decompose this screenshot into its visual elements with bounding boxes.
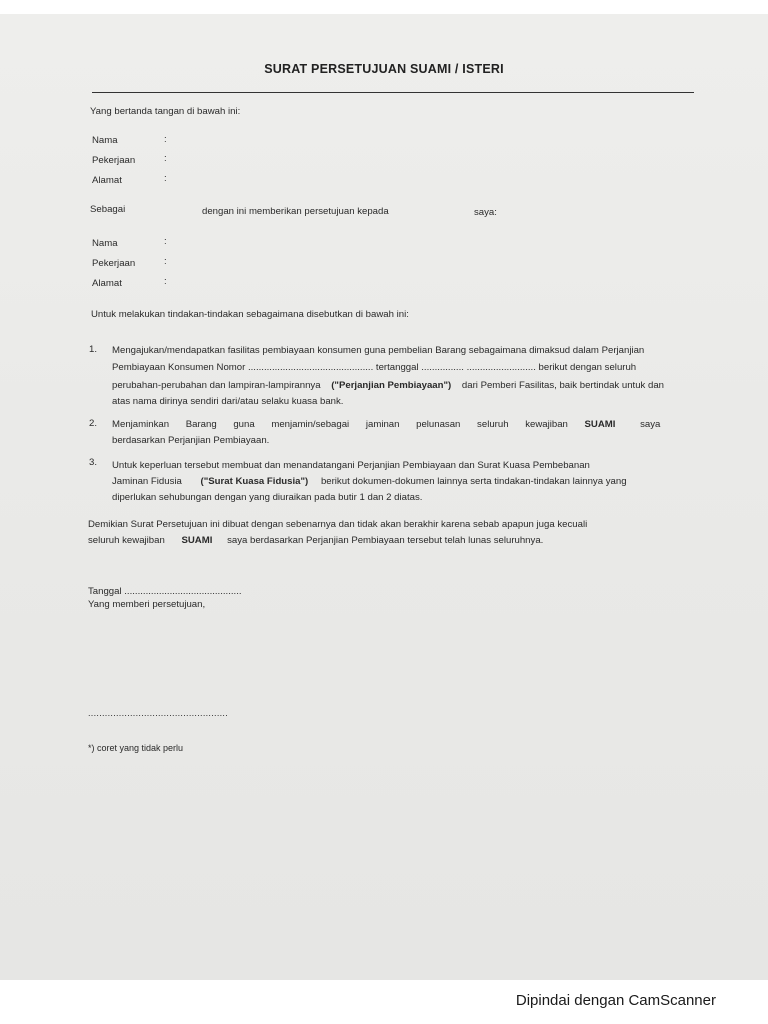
item2-text: saya — [640, 419, 661, 430]
item1-line: atas nama dirinya sendiri dari/atau selaku kuasa bank. — [112, 396, 344, 407]
closing-text: saya berdasarkan Perjanjian Pembiayaan tersebut telah lunas seluruhnya. — [227, 535, 544, 546]
intro-text: Yang bertanda tangan di bawah ini: — [90, 106, 241, 117]
field-colon: : — [164, 236, 167, 247]
closing-line — [88, 535, 543, 547]
field-label-alamat-1: Alamat — [92, 175, 122, 186]
signature-line: .................................................. — [88, 708, 229, 718]
document-page — [0, 14, 768, 980]
item-number: 1. — [89, 344, 98, 355]
field-colon: : — [164, 173, 167, 184]
item-number: 3. — [89, 457, 98, 468]
field-label-nama-2: Nama — [92, 238, 118, 249]
sebagai-end: saya: — [474, 207, 497, 218]
item1-text: perubahan-perubahan dan lampiran-lampirannya — [112, 380, 321, 391]
item2-text: Menjaminkan Barang guna menjamin/sebagai jaminan pelunasan seluruh kewajiban — [112, 419, 568, 430]
item1-line: Pembiayaan Konsumen Nomor ............................................... tertanggal ................ .......................... berikut dengan seluruh — [112, 362, 637, 373]
item2-suami: SUAMI — [584, 419, 616, 430]
item3-defined-term: ("Surat Kuasa Fidusia") — [200, 476, 309, 487]
document-title: SURAT PERSETUJUAN SUAMI / ISTERI — [264, 62, 504, 76]
title-divider — [92, 92, 694, 93]
field-colon: : — [164, 153, 167, 164]
field-colon: : — [164, 276, 167, 287]
field-label-nama-1: Nama — [92, 135, 118, 146]
closing-line: Demikian Surat Persetujuan ini dibuat dengan sebenarnya dan tidak akan berakhir karena sebab apapun juga kecuali — [88, 519, 588, 530]
item1-text: dari Pemberi Fasilitas, baik bertindak untuk dan — [461, 380, 665, 391]
field-colon: : — [164, 256, 167, 267]
item2-line — [112, 419, 660, 431]
scanner-watermark: Dipindai dengan CamScanner — [515, 992, 716, 1009]
item3-line: diperlukan sehubungan dengan yang diuraikan pada butir 1 dan 2 diatas. — [112, 492, 423, 503]
item3-line — [112, 476, 627, 488]
item3-text: berikut dokumen-dokumen lainnya serta tindakan-tindakan lainnya yang — [320, 476, 627, 487]
item1-line: Mengajukan/mendapatkan fasilitas pembiayaan konsumen guna pembelian Barang sebagaimana dimaksud dalam Perjanjian — [112, 345, 645, 356]
item2-line: berdasarkan Perjanjian Pembiayaan. — [112, 435, 270, 446]
field-label-pekerjaan-2: Pekerjaan — [92, 258, 136, 269]
field-label-alamat-2: Alamat — [92, 278, 122, 289]
untuk-text: Untuk melakukan tindakan-tindakan sebagaimana disebutkan di bawah ini: — [91, 309, 409, 320]
pemberi-label: Yang memberi persetujuan, — [88, 599, 206, 610]
field-label-pekerjaan-1: Pekerjaan — [92, 155, 136, 166]
sebagai-label: Sebagai — [90, 204, 126, 215]
item1-line — [112, 380, 664, 392]
item1-defined-term: ("Perjanjian Pembiayaan") — [331, 380, 452, 391]
closing-suami: SUAMI — [181, 535, 213, 546]
item3-line: Untuk keperluan tersebut membuat dan menandatangani Perjanjian Pembiayaan dan Surat Kuasa Pembebanan — [112, 460, 590, 471]
item3-text: Jaminan Fidusia — [112, 476, 182, 487]
item-number: 2. — [89, 418, 98, 429]
footnote: *) coret yang tidak perlu — [88, 743, 184, 753]
field-colon: : — [164, 134, 167, 145]
closing-text: seluruh kewajiban — [88, 535, 165, 546]
sebagai-text: dengan ini memberikan persetujuan kepada — [202, 206, 389, 217]
tanggal-line: Tanggal ............................................ — [88, 586, 242, 597]
